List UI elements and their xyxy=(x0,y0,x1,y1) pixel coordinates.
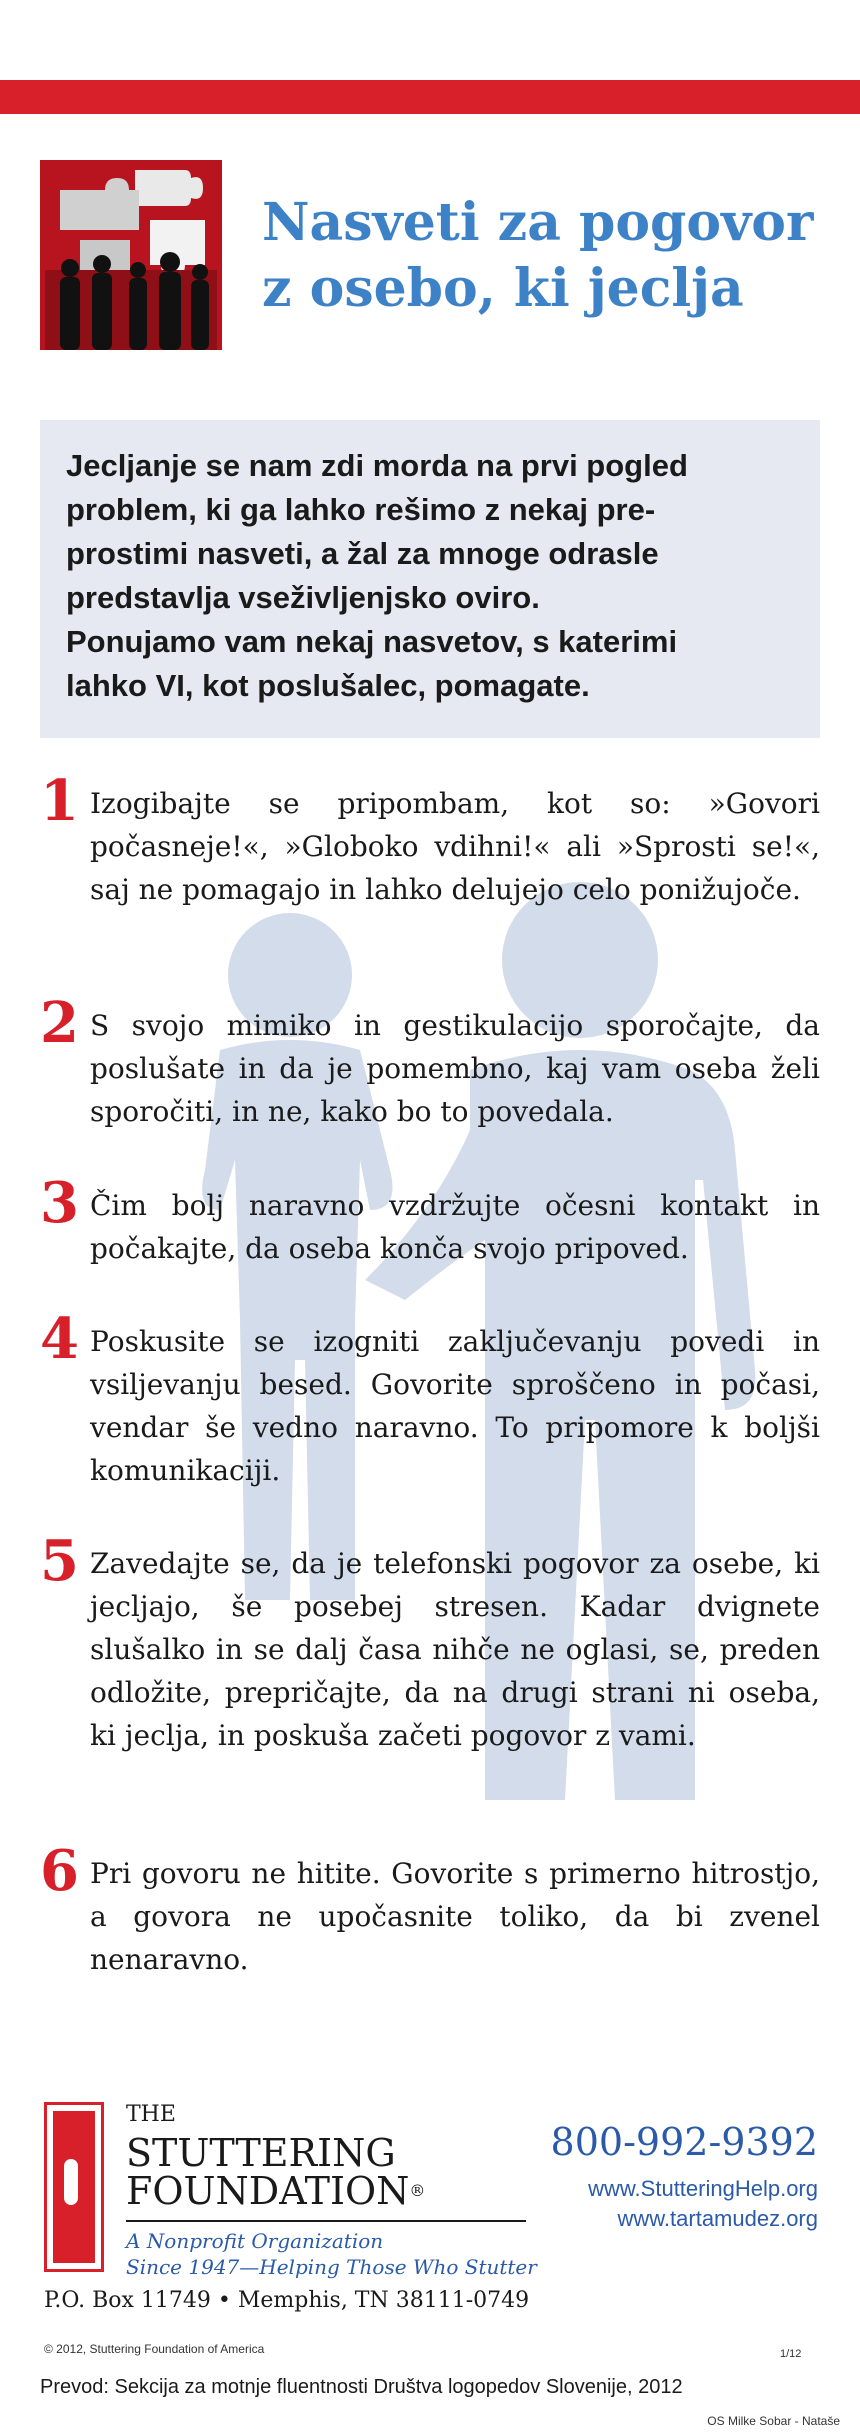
tip-text: Zavedajte se, da je telefonski pogovor za osebe, ki jecljajo, še posebej stresen. Kadar dvignete slušalko in se dalj časa nihče ne oglasi, se, preden odložite, prepričajte, da na drugi strani ni oseba, ki jeclja, in poskuša začeti pogovor z vami. xyxy=(90,1547,820,1752)
tip-text: Čim bolj naravno vzdržujte očesni kontakt in počakajte, da oseba konča svojo pripoved. xyxy=(90,1189,820,1265)
intro-line: predstavlja vseživljenjsko oviro. xyxy=(66,580,540,615)
intro-box xyxy=(40,420,820,738)
puzzle-people-icon xyxy=(40,160,222,350)
logo-divider xyxy=(126,2220,526,2222)
copyright-notice: © 2012, Stuttering Foundation of America xyxy=(44,2342,265,2356)
tip-text: Poskusite se izogniti zaključevanju povedi in vsiljevanju besed. Govorite sproščeno in počasi, vendar še vedno naravno. To pripomore k boljši komunikaciji. xyxy=(90,1325,820,1487)
postal-address: P.O. Box 11749 • Memphis, TN 38111-0749 xyxy=(44,2288,530,2313)
page-number: 1/12 xyxy=(780,2348,802,2360)
tip-number: 3 xyxy=(40,1170,79,1236)
org-tagline xyxy=(126,2228,537,2280)
tagline-line: Since 1947—Helping Those Who Stutter xyxy=(126,2255,537,2279)
org-name-foundation: FOUNDATION xyxy=(126,2169,410,2213)
tip-number: 4 xyxy=(40,1306,79,1372)
org-name-line-2 xyxy=(126,2169,426,2213)
intro-line: Jecljanje se nam zdi morda na prvi pogled xyxy=(66,448,688,483)
intro-text xyxy=(66,444,806,708)
puzzle-people-image xyxy=(40,160,222,350)
translation-credit: Prevod: Sekcija za motnje fluentnosti Društva logopedov Slovenije, 2012 xyxy=(40,2376,683,2398)
stuttering-foundation-logo-icon xyxy=(44,2102,104,2272)
intro-line: lahko VI, kot poslušalec, pomagate. xyxy=(66,668,590,703)
tip-number: 5 xyxy=(40,1528,79,1594)
website-link[interactable]: www.StutteringHelp.org xyxy=(588,2176,818,2201)
tip-number: 2 xyxy=(40,990,79,1056)
logo-figure-icon xyxy=(64,2159,78,2205)
org-name-the: THE xyxy=(126,2102,176,2127)
tagline-line: A Nonprofit Organization xyxy=(126,2229,384,2253)
intro-line: Ponujamo vam nekaj nasvetov, s katerimi xyxy=(66,624,678,659)
page-title-line: Nasveti za pogovor xyxy=(262,192,814,253)
registered-mark: ® xyxy=(409,2181,426,2200)
tip-text: Izogibajte se pripombam, kot so: »Govori počasneje!«, »Globoko vdihni!« ali »Sprosti se!«, saj ne pomagajo in lahko delujejo celo ponižujoče. xyxy=(90,787,820,906)
illustration-credit: OS Milke Sobar - Nataše xyxy=(707,2414,840,2428)
top-red-bar xyxy=(0,80,860,114)
page-title-line: z osebo, ki jeclja xyxy=(262,258,744,319)
page-title xyxy=(262,190,842,322)
tip-text: S svojo mimiko in gestikulacijo sporočajte, da poslušate in da je pomembno, kaj vam oseba želi sporočiti, in ne, kako bo to povedala. xyxy=(90,1009,820,1128)
website-link-es[interactable]: www.tartamudez.org xyxy=(617,2206,818,2231)
intro-line: problem, ki ga lahko rešimo z nekaj pre- xyxy=(66,492,656,527)
intro-line: prostimi nasveti, a žal za mnoge odrasle xyxy=(66,536,659,571)
tip-number: 1 xyxy=(40,768,79,834)
phone-number: 800-992-9392 xyxy=(550,2120,818,2164)
tip-text: Pri govoru ne hitite. Govorite s primerno hitrostjo, a govora ne upočasnite toliko, da bi zvenel nenaravno. xyxy=(90,1857,820,1976)
org-name-line: STUTTERING xyxy=(126,2131,396,2175)
tip-number: 6 xyxy=(40,1838,79,1904)
